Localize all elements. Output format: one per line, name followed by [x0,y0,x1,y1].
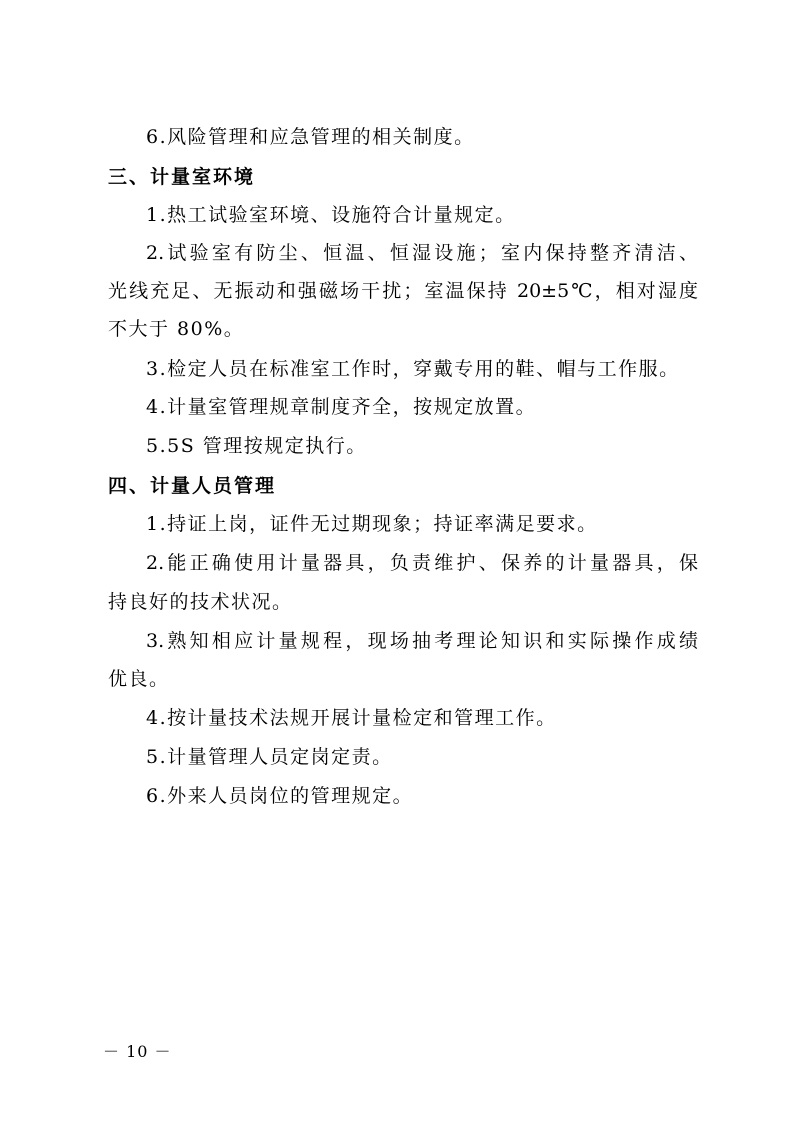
section-heading-personnel: 四、计量人员管理 [108,475,277,497]
item-2-6: 6.风险管理和应急管理的相关制度。 [146,126,475,148]
item-4-2-line-2: 持良好的技术状况。 [108,591,293,613]
item-4-4: 4.按计量技术法规开展计量检定和管理工作。 [146,707,557,729]
item-3-2-line-2: 光线充足、无振动和强磁场干扰；室温保持 20±5℃，相对湿度 [108,280,698,302]
item-3-2-line-3: 不大于 80%。 [108,318,245,340]
item-3-2-line-1: 2.试验室有防尘、恒温、恒湿设施；室内保持整齐清洁、 [146,242,698,264]
item-4-3-line-1: 3.熟知相应计量规程，现场抽考理论知识和实际操作成绩 [146,630,698,652]
item-4-3-line-2: 优良。 [108,668,170,690]
item-3-4: 4.计量室管理规章制度齐全，按规定放置。 [146,396,537,418]
item-4-6: 6.外来人员岗位的管理规定。 [146,785,414,807]
item-4-5: 5.计量管理人员定岗定责。 [146,746,393,768]
item-4-1: 1.持证上岗，证件无过期现象；持证率满足要求。 [146,513,598,535]
item-3-5: 5.5S 管理按规定执行。 [146,435,367,457]
item-3-3: 3.检定人员在标准室工作时，穿戴专用的鞋、帽与工作服。 [146,358,680,380]
section-heading-environment: 三、计量室环境 [108,166,256,188]
page-number: － 10 － [103,1042,172,1061]
item-4-2-line-1: 2.能正确使用计量器具，负责维护、保养的计量器具，保 [146,552,698,574]
item-3-1: 1.热工试验室环境、设施符合计量规定。 [146,204,516,226]
